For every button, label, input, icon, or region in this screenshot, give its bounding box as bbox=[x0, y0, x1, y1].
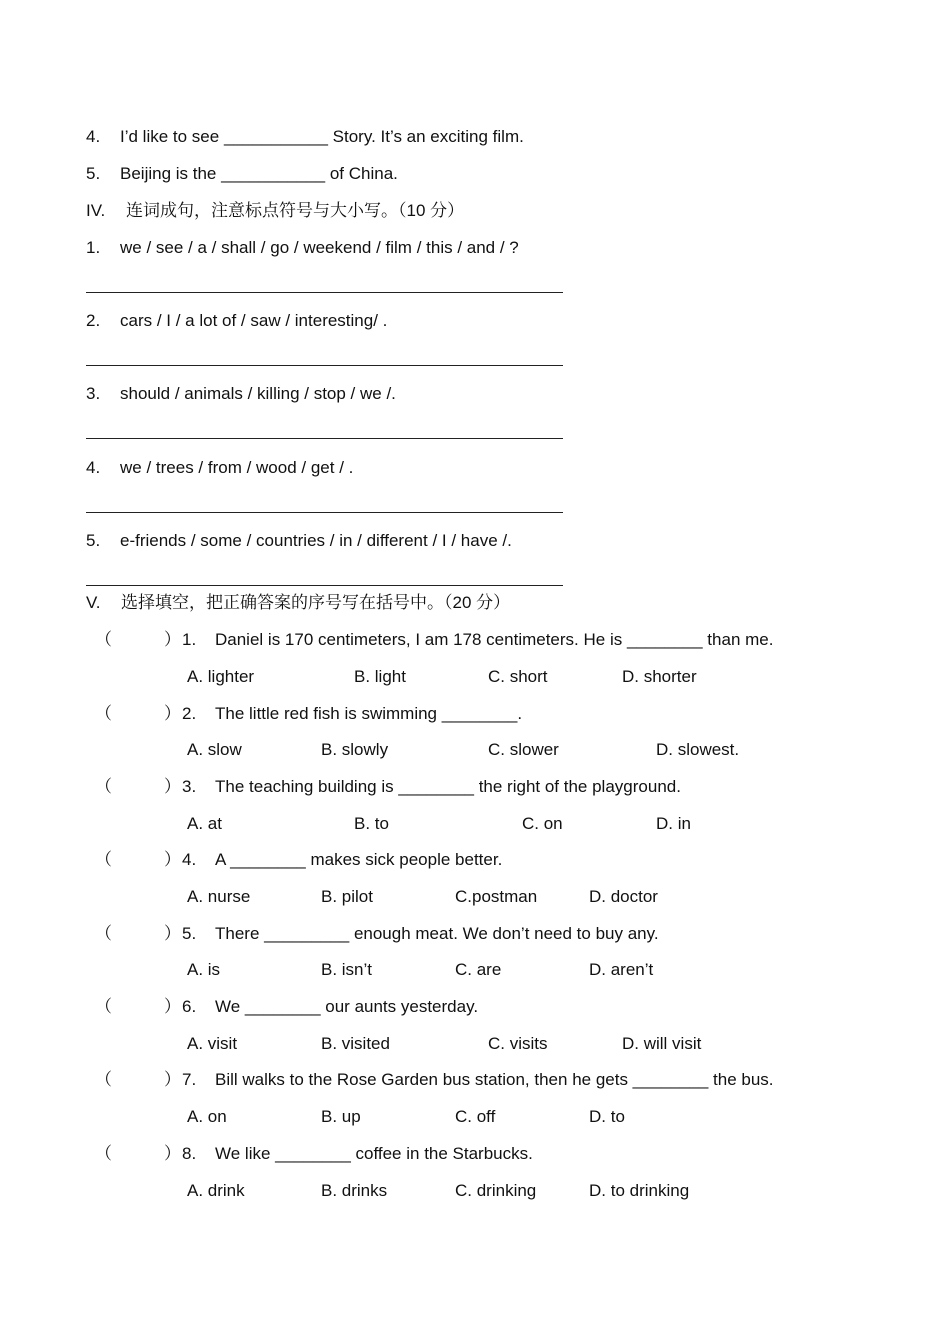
option-b[interactable]: B. drinks bbox=[321, 1181, 388, 1200]
answer-paren-open[interactable]: （ bbox=[95, 630, 112, 649]
question-text: The little red fish is swimming ________. bbox=[215, 704, 523, 723]
question-text: The teaching building is ________ the right of the playground. bbox=[215, 777, 681, 796]
option-a[interactable]: A. slow bbox=[187, 740, 242, 759]
option-c[interactable]: C. visits bbox=[488, 1034, 548, 1053]
question-number: 7. bbox=[182, 1070, 197, 1089]
answer-paren-close: ） bbox=[164, 1070, 181, 1089]
section-title: 连词成句，注意标点符号与大小写。（10 分） bbox=[126, 201, 465, 220]
option-c[interactable]: C.postman bbox=[455, 887, 538, 906]
question-number: 3. bbox=[182, 777, 197, 796]
answer-line[interactable] bbox=[86, 365, 563, 366]
option-c[interactable]: C. drinking bbox=[455, 1181, 537, 1200]
option-a[interactable]: A. nurse bbox=[187, 887, 251, 906]
answer-paren-close: ） bbox=[164, 777, 181, 796]
option-d[interactable]: D. to drinking bbox=[589, 1181, 690, 1200]
option-d[interactable]: D. doctor bbox=[589, 887, 658, 906]
answer-paren-open[interactable]: （ bbox=[95, 850, 112, 869]
item-text: cars / I / a lot of / saw / interesting/ . bbox=[120, 311, 388, 330]
option-c[interactable]: C. are bbox=[455, 960, 502, 979]
option-c[interactable]: C. on bbox=[522, 814, 563, 833]
section-number: IV. bbox=[86, 201, 106, 220]
answer-paren-open[interactable]: （ bbox=[95, 1070, 112, 1089]
question-number: 6. bbox=[182, 997, 197, 1016]
section-title: 选择填空，把正确答案的序号写在括号中。（20 分） bbox=[121, 593, 511, 612]
question-text: There _________ enough meat. We don’t need to buy any. bbox=[215, 924, 659, 943]
answer-paren-open[interactable]: （ bbox=[95, 704, 112, 723]
item-number: 1. bbox=[86, 238, 101, 257]
item-number: 5. bbox=[86, 164, 101, 183]
question-text: We like ________ coffee in the Starbucks. bbox=[215, 1144, 533, 1163]
option-b[interactable]: B. pilot bbox=[321, 887, 373, 906]
question-text: Bill walks to the Rose Garden bus station, then he gets ________ the bus. bbox=[215, 1070, 774, 1089]
item-text: e-friends / some / countries / in / different / I / have /. bbox=[120, 531, 512, 550]
item-number: 4. bbox=[86, 127, 101, 146]
answer-paren-close: ） bbox=[164, 850, 181, 869]
answer-line[interactable] bbox=[86, 585, 563, 586]
question-text: A ________ makes sick people better. bbox=[215, 850, 503, 869]
question-number: 5. bbox=[182, 924, 197, 943]
answer-paren-open[interactable]: （ bbox=[95, 997, 112, 1016]
option-d[interactable]: D. aren’t bbox=[589, 960, 654, 979]
item-text: we / see / a / shall / go / weekend / film / this / and / ? bbox=[120, 238, 519, 257]
option-b[interactable]: B. slowly bbox=[321, 740, 389, 759]
answer-line[interactable] bbox=[86, 292, 563, 293]
question-number: 2. bbox=[182, 704, 197, 723]
option-a[interactable]: A. drink bbox=[187, 1181, 245, 1200]
question-number: 8. bbox=[182, 1144, 197, 1163]
option-b[interactable]: B. light bbox=[354, 667, 406, 686]
answer-paren-open[interactable]: （ bbox=[95, 777, 112, 796]
answer-line[interactable] bbox=[86, 438, 563, 439]
item-number: 2. bbox=[86, 311, 101, 330]
question-number: 4. bbox=[182, 850, 197, 869]
answer-paren-close: ） bbox=[164, 704, 181, 723]
option-a[interactable]: A. at bbox=[187, 814, 222, 833]
option-a[interactable]: A. is bbox=[187, 960, 221, 979]
item-number: 3. bbox=[86, 384, 101, 403]
item-text: Beijing is the ___________ of China. bbox=[120, 164, 398, 183]
answer-paren-close: ） bbox=[164, 1144, 181, 1163]
option-b[interactable]: B. visited bbox=[321, 1034, 390, 1053]
answer-paren-close: ） bbox=[164, 924, 181, 943]
question-text: Daniel is 170 centimeters, I am 178 centimeters. He is ________ than me. bbox=[215, 630, 774, 649]
option-b[interactable]: B. isn’t bbox=[321, 960, 373, 979]
option-d[interactable]: D. in bbox=[656, 814, 691, 833]
answer-paren-open[interactable]: （ bbox=[95, 1144, 112, 1163]
item-text: we / trees / from / wood / get / . bbox=[120, 458, 354, 477]
section-number: V. bbox=[86, 593, 101, 612]
item-number: 4. bbox=[86, 458, 101, 477]
item-text: should / animals / killing / stop / we /. bbox=[120, 384, 396, 403]
question-text: We ________ our aunts yesterday. bbox=[215, 997, 479, 1016]
option-d[interactable]: D. to bbox=[589, 1107, 625, 1126]
item-number: 5. bbox=[86, 531, 101, 550]
item-text: I’d like to see ___________ Story. It’s an exciting film. bbox=[120, 127, 524, 146]
answer-paren-close: ） bbox=[164, 997, 181, 1016]
option-d[interactable]: D. slowest. bbox=[656, 740, 740, 759]
option-d[interactable]: D. shorter bbox=[622, 667, 697, 686]
option-a[interactable]: A. lighter bbox=[187, 667, 255, 686]
option-c[interactable]: C. off bbox=[455, 1107, 496, 1126]
answer-paren-open[interactable]: （ bbox=[95, 924, 112, 943]
option-b[interactable]: B. up bbox=[321, 1107, 361, 1126]
option-b[interactable]: B. to bbox=[354, 814, 389, 833]
option-a[interactable]: A. on bbox=[187, 1107, 227, 1126]
option-d[interactable]: D. will visit bbox=[622, 1034, 702, 1053]
answer-line[interactable] bbox=[86, 512, 563, 513]
answer-paren-close: ） bbox=[164, 630, 181, 649]
question-number: 1. bbox=[182, 630, 197, 649]
option-c[interactable]: C. short bbox=[488, 667, 548, 686]
option-a[interactable]: A. visit bbox=[187, 1034, 238, 1053]
option-c[interactable]: C. slower bbox=[488, 740, 559, 759]
